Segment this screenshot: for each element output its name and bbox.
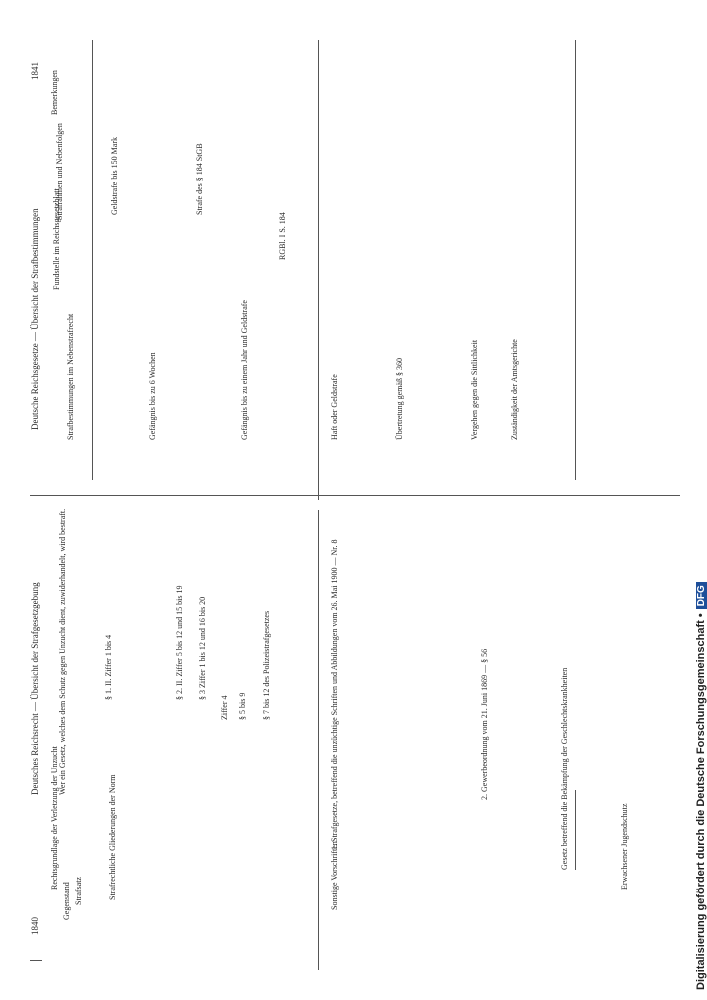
right-col-fourth-header: Bemerkungen xyxy=(50,70,59,115)
dfg-watermark-text: Digitalisierung gefördert durch die Deutsche Forschungsgemeinschaft • xyxy=(695,613,707,990)
right-col-third-header: Strafrahmen und Nebenfolgen xyxy=(55,123,64,220)
left-page-number: 1840 xyxy=(30,917,40,935)
right-running-head: Deutsche Reichsgesetze — Übersicht der Strafbestimmungen xyxy=(30,208,40,430)
left-line-5: § 5 bis 9 xyxy=(238,692,247,720)
rule-col-d xyxy=(575,40,576,480)
left-col-third-header: Strafsatz xyxy=(74,877,83,905)
left-row2-label: Sonstige Vorschriften xyxy=(330,841,339,910)
right-col-second-header: Fundstelle im Reichsgesetzblatt xyxy=(52,188,61,290)
left-line-9: Gesetz betreffend die Bekämpfung der Geschlechtskrankheiten xyxy=(560,667,569,870)
left-line-2: § 2. II. Ziffer 5 bis 12 und 15 bis 19 xyxy=(175,585,184,700)
left-page-top-rule xyxy=(30,495,680,496)
rule-col-e xyxy=(575,790,576,870)
right-page-number: 1841 xyxy=(30,62,40,80)
left-row1-label: Strafrechtliche Gliederungen der Norm xyxy=(108,774,117,900)
dfg-logo: DFG xyxy=(696,582,707,609)
rule-col-c xyxy=(318,510,319,970)
left-line-3: § 3 Ziffer 1 bis 12 und 16 bis 20 xyxy=(198,596,207,700)
right-line-4: RGBl. I S. 184 xyxy=(278,212,287,260)
left-col-first-header: Rechtsgrundlage der Verletzung der Unzucht xyxy=(50,746,59,890)
left-line-4: Ziffer 4 xyxy=(220,695,229,720)
right-col-first-header: Strafbestimmungen im Nebenstrafrecht xyxy=(66,313,75,440)
left-running-head: Deutsches Reichsrecht — Übersicht der Strafgesetzgebung xyxy=(30,582,40,795)
dfg-watermark xyxy=(695,582,707,990)
rule-col-a xyxy=(92,40,93,480)
left-line-10: Erwachsener Jugendschutz xyxy=(620,803,629,890)
right-line-5: Haft oder Geldstrafe xyxy=(330,374,339,440)
right-line-0: Geldstrafe bis 150 Mark xyxy=(110,137,119,215)
right-line-1: Gefängnis bis zu 6 Wochen xyxy=(148,352,157,440)
left-line-8: 2. Gewerbeordnung vom 21. Juni 1869 — § 56 xyxy=(480,648,489,800)
left-line-0: Wer ein Gesetz, welches dem Schutz gegen Unzucht dient, zuwiderhandelt, wird bestraft. xyxy=(58,508,67,795)
right-line-6: Übertretung gemäß § 360 xyxy=(395,358,404,440)
left-col-second-header: Gegenstand xyxy=(62,882,71,920)
right-line-2: Strafe des § 184 StGB xyxy=(195,143,204,215)
rule-col-b xyxy=(318,40,319,500)
left-line-7: 1. Strafgesetze, betreffend die unzüchtige Schriften und Abbildungen vom 26. Mai 1900 — Nr. 8 xyxy=(330,539,339,850)
header-rule-left xyxy=(30,960,42,961)
left-line-6: § 7 bis 12 des Polizeistrafgesetzes xyxy=(262,610,271,720)
left-line-1: § 1. II. Ziffer 1 bis 4 xyxy=(104,634,113,700)
right-line-8: Zuständigkeit der Amtsgerichte xyxy=(510,339,519,440)
right-line-7: Vergehen gegen die Sittlichkeit xyxy=(470,339,479,440)
right-line-3: Gefängnis bis zu einem Jahr und Geldstrafe xyxy=(240,300,249,440)
